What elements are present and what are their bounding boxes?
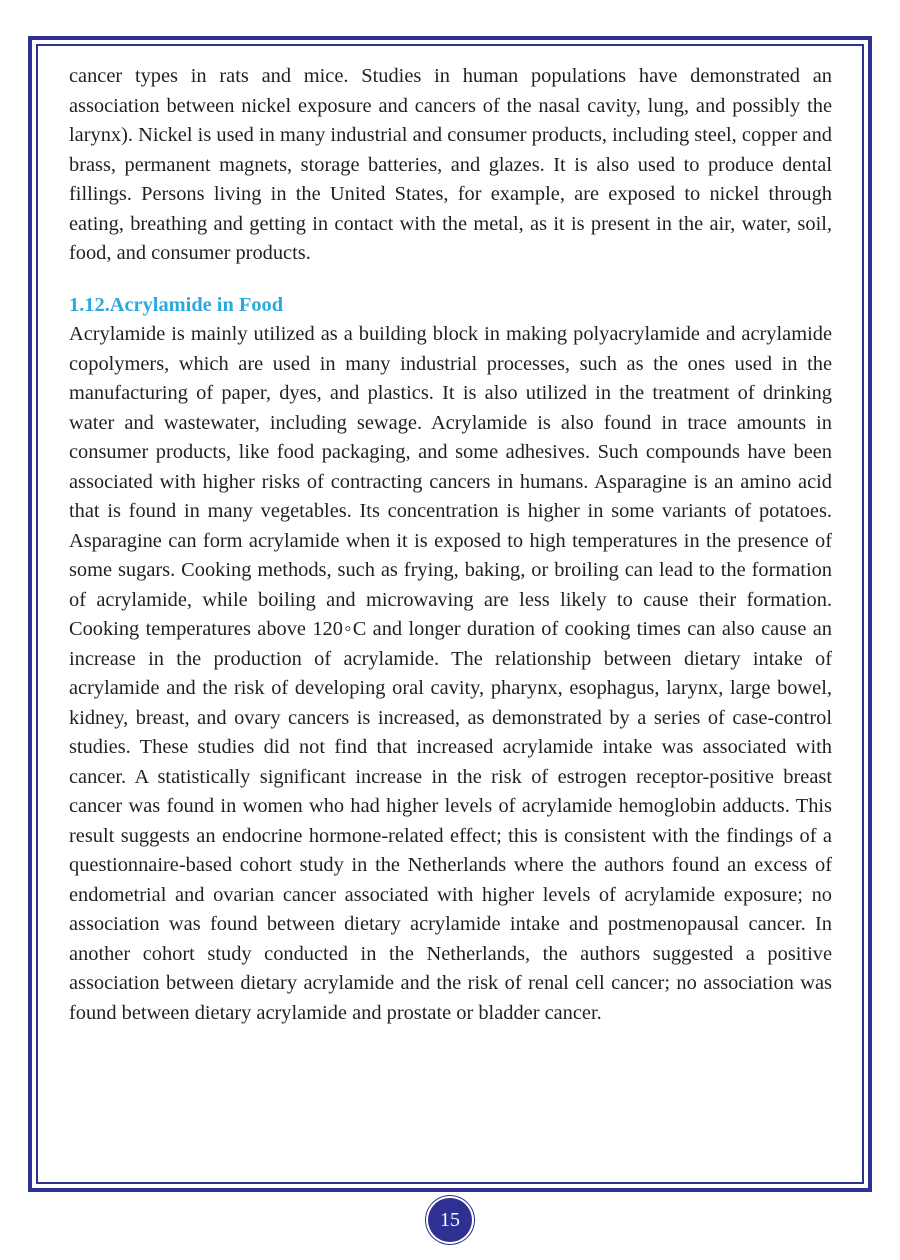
section-heading: 1.12.Acrylamide in Food bbox=[69, 293, 284, 316]
page-number-badge: 15 bbox=[428, 1198, 472, 1242]
page-content bbox=[69, 62, 832, 1028]
nickel-paragraph: cancer types in rats and mice. Studies in human populations have demonstrated an association between nickel exposure and cancers of the nasal cavity, lung, and possibly the larynx). Nickel is used in many industrial and consumer products, including steel, copper and brass, permanent magnets, storage batteries, and glazes. It is also used to produce dental fillings. Persons living in the United States, for example, are exposed to nickel through eating, breathing and getting in contact with the metal, as it is present in the air, water, soil, food, and consumer products. bbox=[69, 65, 832, 264]
acrylamide-paragraph: Acrylamide is mainly utilized as a building block in making polyacrylamide and acrylamide copolymers, which are used in many industrial processes, such as the ones used in the manufacturing of paper, dyes, and plastics. It is also utilized in the treatment of drinking water and wastewater, including sewage. Acrylamide is also found in trace amounts in consumer products, like food packaging, and some adhesives. Such compounds have been associated with higher risks of contracting cancers in humans. Asparagine is an amino acid that is found in many vegetables. Its concentration is higher in some variants of potatoes. Asparagine can form acrylamide when it is exposed to high temperatures in the presence of some sugars. Cooking methods, such as frying, baking, or broiling can lead to the formation of acrylamide, while boiling and microwaving are less likely to cause their formation. Cooking temperatures above 120◦C and longer duration of cooking times can also cause an increase in the production of acrylamide. The relationship between dietary intake of acrylamide and the risk of developing oral cavity, pharynx, esophagus, larynx, large bowel, kidney, breast, and ovary cancers is increased, as demonstrated by a series of case-control studies. These studies did not find that increased acrylamide intake was associated with cancer. A statistically significant increase in the risk of estrogen receptor-positive breast cancer was found in women who had higher levels of acrylamide hemoglobin adducts. This result suggests an endocrine hormone-related effect; this is consistent with the findings of a questionnaire-based cohort study in the Netherlands where the authors found an excess of endometrial and ovarian cancer associated with higher levels of acrylamide exposure; no association was found between dietary acrylamide intake and postmenopausal cancer. In another cohort study conducted in the Netherlands, the authors suggested a positive association between dietary acrylamide and the risk of renal cell cancer; no association was found between dietary acrylamide and prostate or bladder cancer. bbox=[69, 323, 832, 1024]
